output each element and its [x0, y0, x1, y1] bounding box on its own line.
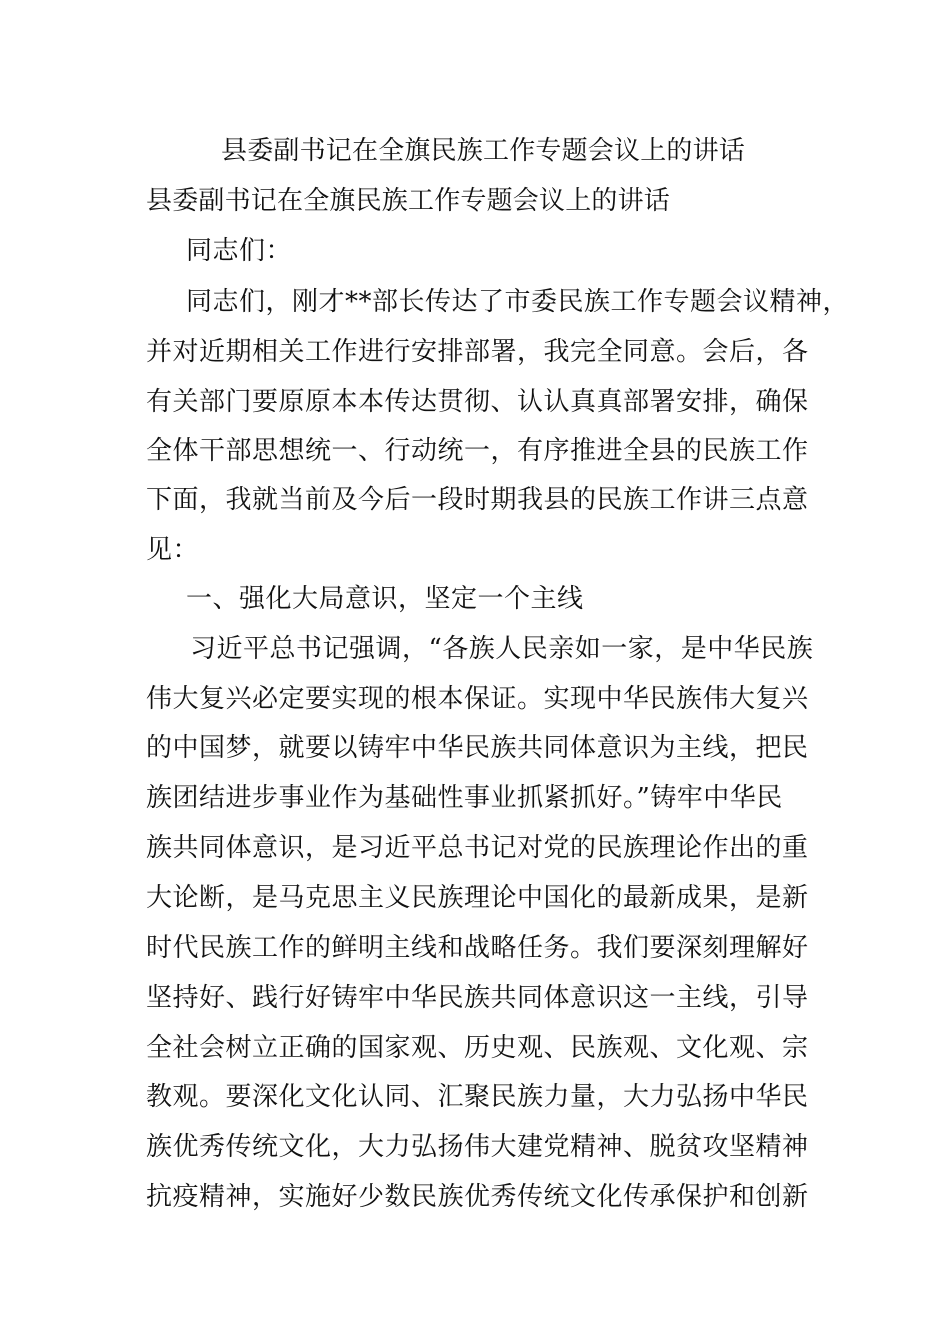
section-heading: 一、强化大局意识，坚定一个主线 [186, 584, 584, 614]
body-line: 见： [146, 535, 200, 565]
body-line: 抗疫精神，实施好少数民族优秀传统文化传承保护和创新 [146, 1182, 809, 1212]
body-line: 族优秀传统文化，大力弘扬伟大建党精神、脱贫攻坚精神 [146, 1132, 809, 1162]
body-line: 有关部门要原原本本传达贯彻、认认真真部署安排，确保 [146, 387, 809, 417]
document-title: 县委副书记在全旗民族工作专题会议上的讲话 [221, 136, 746, 166]
body-line: 伟大复兴必定要实现的根本保证。实现中华民族伟大复兴 [146, 684, 809, 714]
body-line: 大论断，是马克思主义民族理论中国化的最新成果，是新 [146, 883, 809, 913]
body-line: 下面，我就当前及今后一段时期我县的民族工作讲三点意 [146, 485, 809, 515]
body-line: 族团结进步事业作为基础性事业抓紧抓好。”铸牢中华民 [146, 783, 783, 813]
body-line: 的中国梦，就要以铸牢中华民族共同体意识为主线，把民 [146, 733, 809, 763]
body-line: 习近平总书记强调，“各族人民亲如一家，是中华民族 [190, 634, 814, 664]
document-subtitle: 县委副书记在全旗民族工作专题会议上的讲话 [146, 186, 671, 216]
body-line: 并对近期相关工作进行安排部署，我完全同意。会后，各 [146, 337, 809, 367]
body-line: 坚持好、践行好铸牢中华民族共同体意识这一主线，引导 [146, 983, 809, 1013]
salutation: 同志们： [186, 236, 293, 266]
body-line: 教观。要深化文化认同、汇聚民族力量，大力弘扬中华民 [146, 1082, 809, 1112]
body-line: 时代民族工作的鲜明主线和战略任务。我们要深刻理解好 [146, 933, 809, 963]
body-line: 全体干部思想统一、行动统一，有序推进全县的民族工作 [146, 436, 809, 466]
body-line: 族共同体意识，是习近平总书记对党的民族理论作出的重 [146, 833, 809, 863]
body-line: 同志们，刚才**部长传达了市委民族工作专题会议精神， [186, 287, 850, 317]
body-line: 全社会树立正确的国家观、历史观、民族观、文化观、宗 [146, 1033, 809, 1063]
